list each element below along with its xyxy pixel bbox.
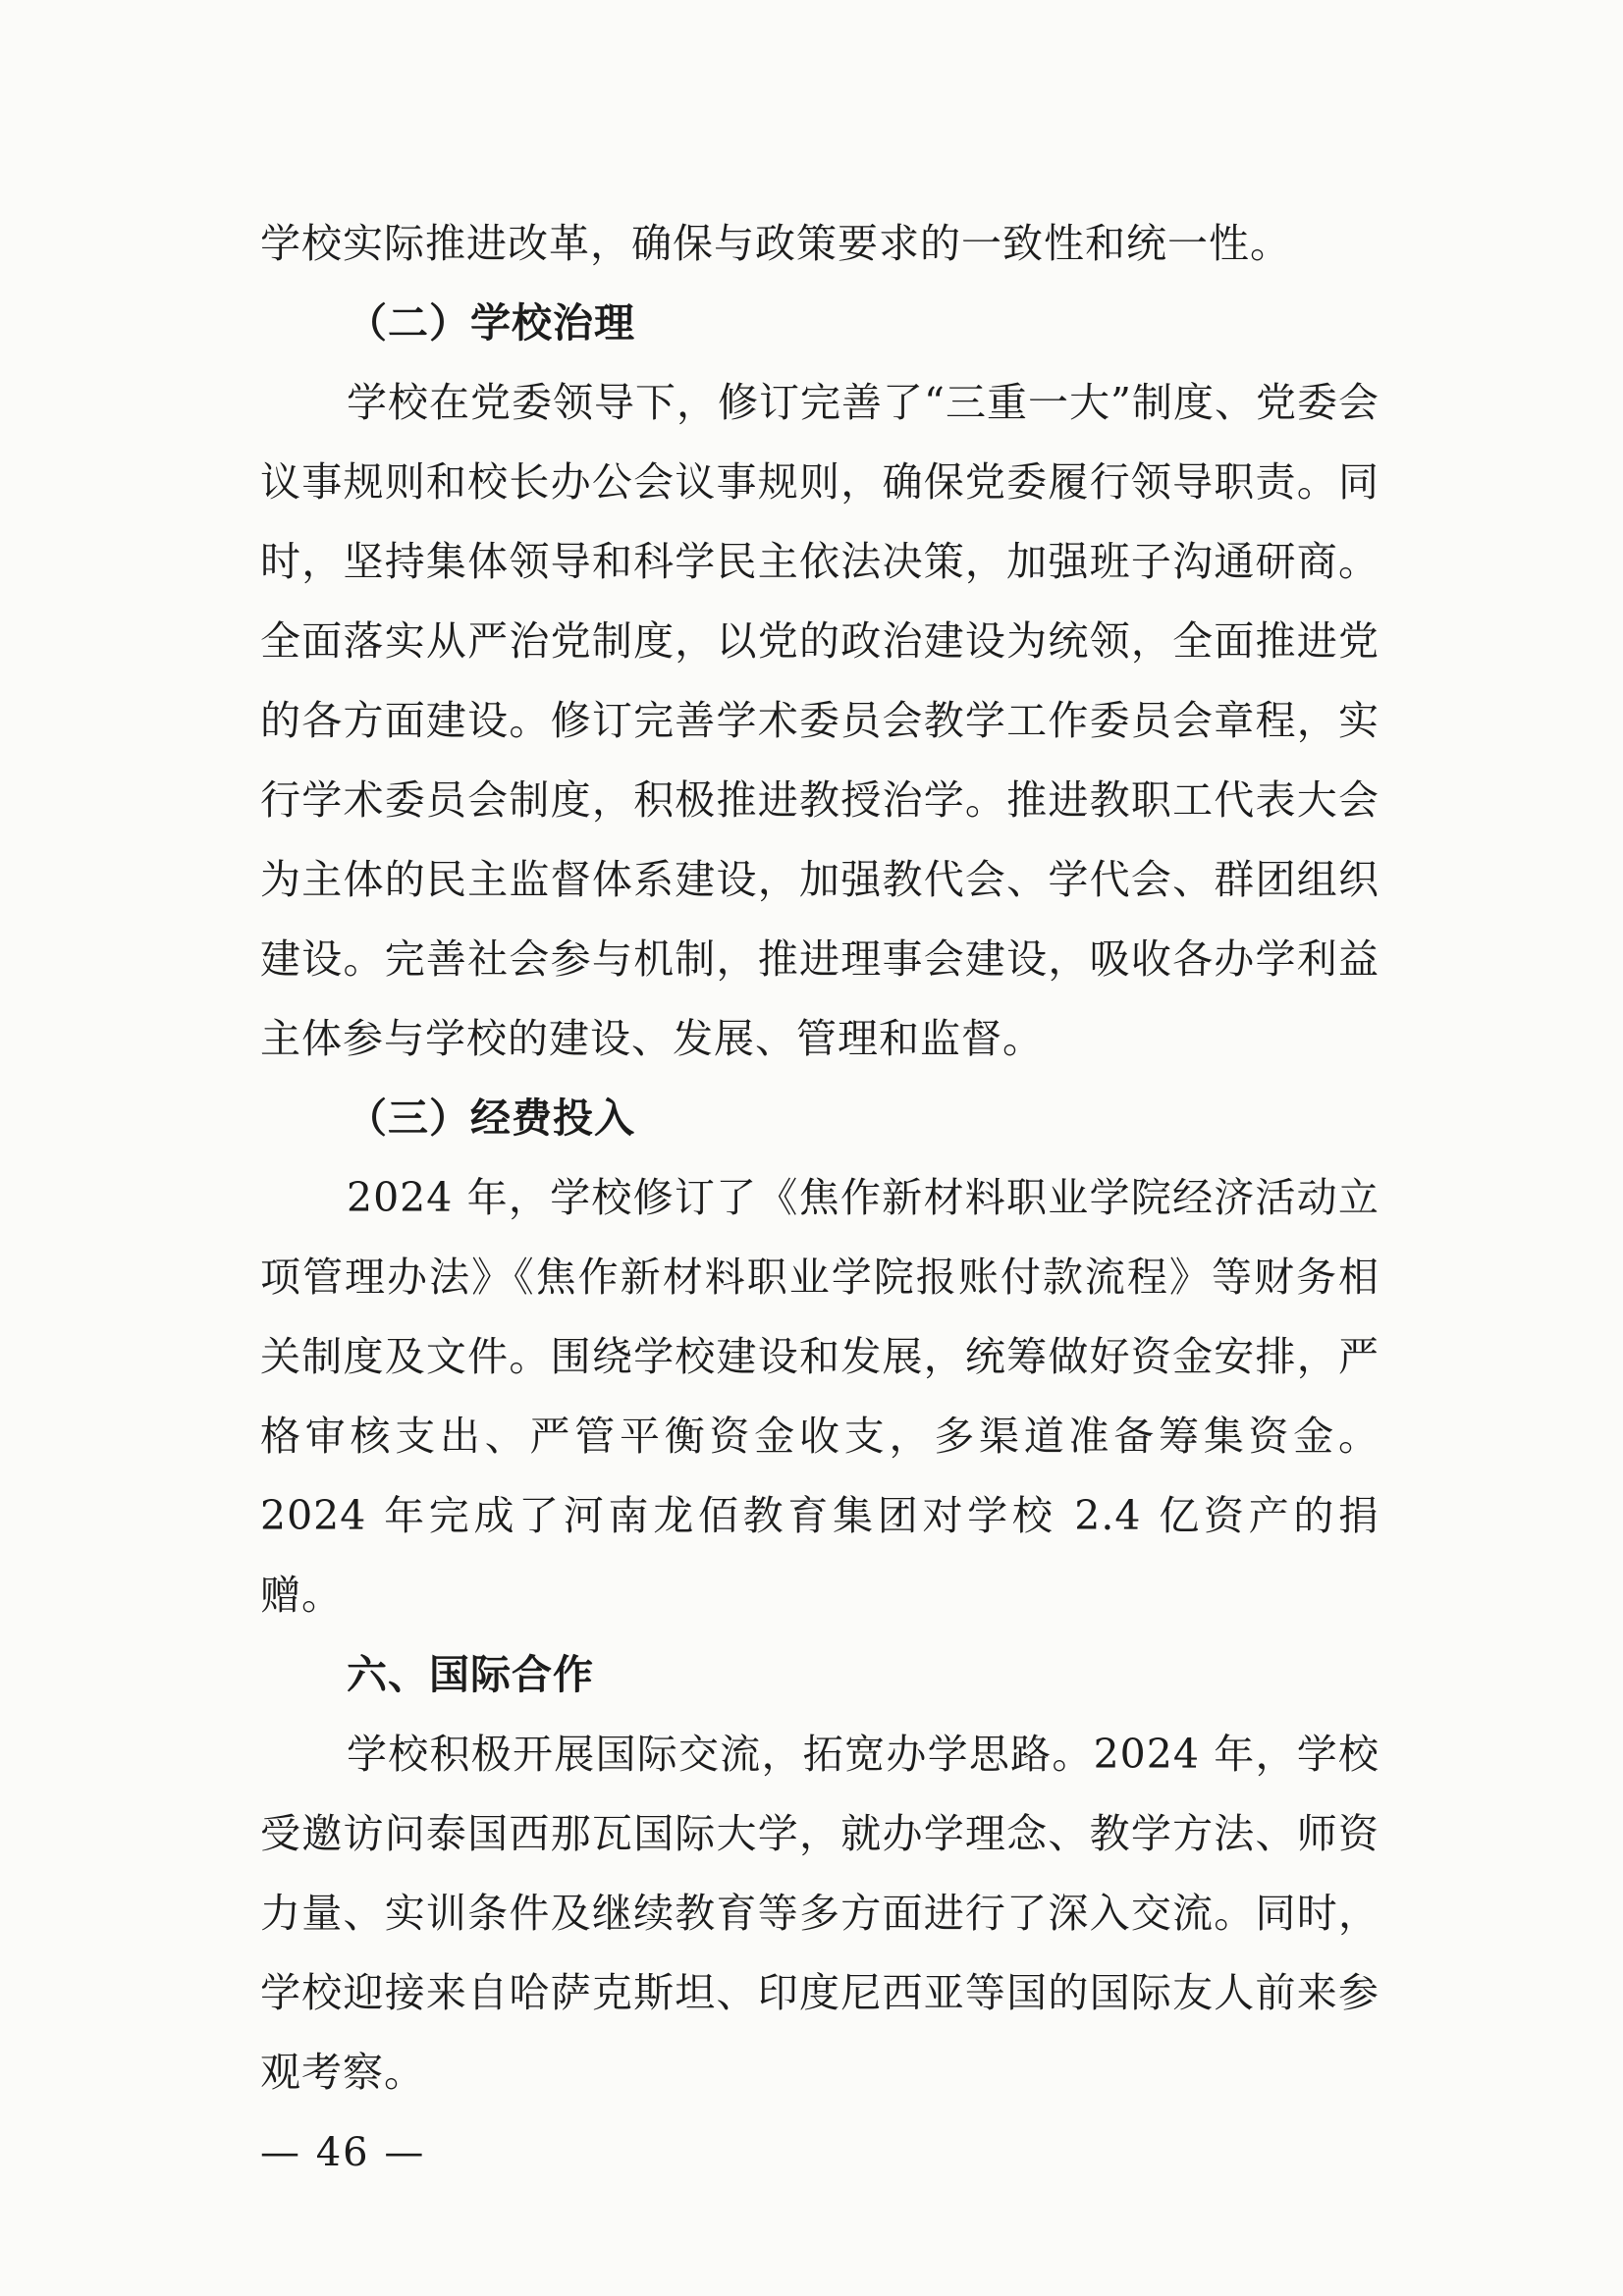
paragraph-funding: 2024 年，学校修订了《焦作新材料职业学院经济活动立项管理办法》《焦作新材料职业学院报账付款流程》等财务相关制度及文件。围绕学校建设和发展，统筹做好资金安排，严格审核支出、严管平衡资金收支，多渠道准备筹集资金。2024 年完成了河南龙佰教育集团对学校 2.4 亿资产的捐赠。 xyxy=(260,1174,1380,1619)
paragraph-continuation: 学校实际推进改革，确保与政策要求的一致性和统一性。 xyxy=(260,220,1291,267)
document-body xyxy=(260,204,1380,2112)
section-heading-funding: （三）经费投入 xyxy=(347,1095,635,1142)
paragraph-school-governance: 学校在党委领导下，修订完善了“三重一大”制度、党委会议事规则和校长办公会议事规则，确保党委履行领导职责。同时，坚持集体领导和科学民主依法决策，加强班子沟通研商。全面落实从严治党制度，以党的政治建设为统领，全面推进党的各方面建设。修订完善学术委员会教学工作委员会章程，实行学术委员会制度，积极推进教授治学。推进教职工代表大会为主体的民主监督体系建设，加强教代会、学代会、群团组织建设。完善社会参与机制，推进理事会建设，吸收各办学利益主体参与学校的建设、发展、管理和监督。 xyxy=(260,379,1380,1062)
section-heading-school-governance: （二）学校治理 xyxy=(347,299,635,347)
section-heading-international-cooperation: 六、国际合作 xyxy=(347,1651,594,1698)
page-number: — 46 — xyxy=(260,2130,426,2175)
paragraph-international-cooperation: 学校积极开展国际交流，拓宽办学思路。2024 年，学校受邀访问泰国西那瓦国际大学，就办学理念、教学方法、师资力量、实训条件及继续教育等多方面进行了深入交流。同时，学校迎接来自哈萨克斯坦、印度尼西亚等国的国际友人前来参观考察。 xyxy=(260,1731,1380,2096)
